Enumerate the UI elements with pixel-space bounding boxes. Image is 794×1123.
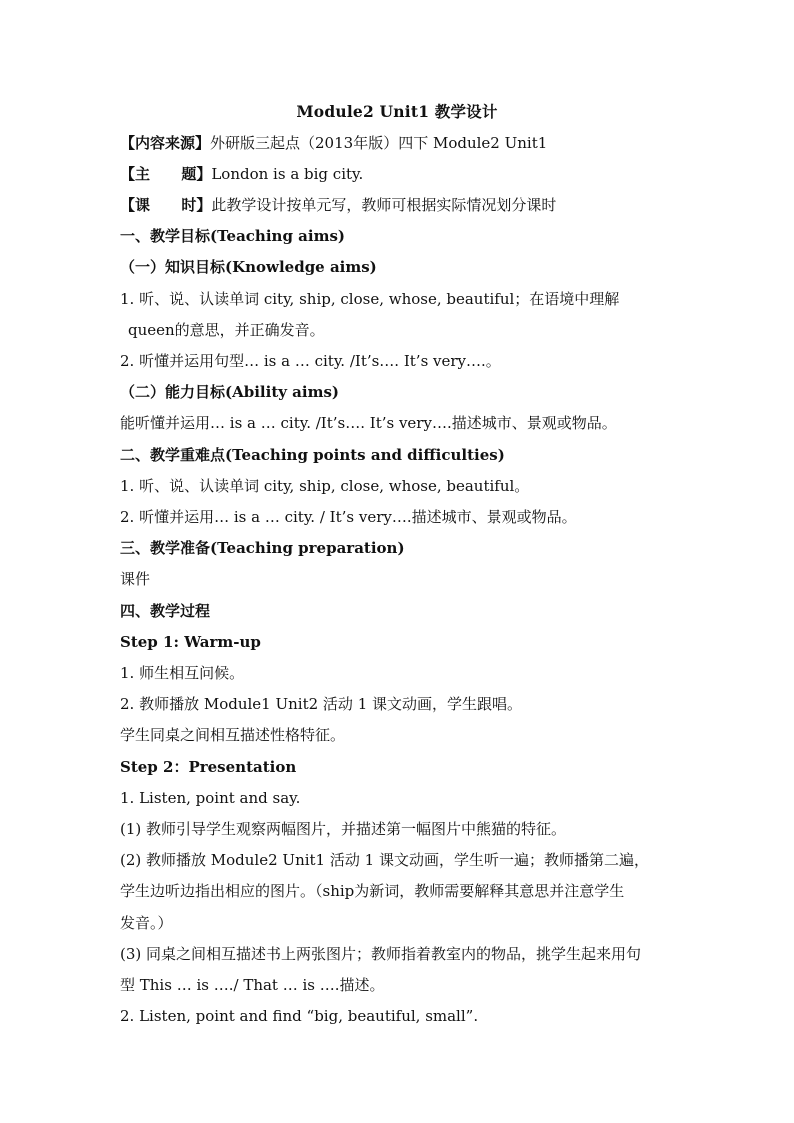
source-label: 【内容来源】	[120, 134, 211, 152]
step2-p2-line2: 学生边听边指出相应的图片。（ship为新词，教师需要解释其意思并注意学生	[120, 882, 625, 900]
step2-p3-line2: 型 This … is …./ That … is ….描述。	[120, 976, 385, 994]
step1-item1: 1. 师生相互问候。	[120, 664, 245, 682]
step2-heading: Step 2：Presentation	[120, 758, 297, 776]
section1-item1-line2: queen的意思，并正确发音。	[128, 321, 325, 339]
step1-heading: Step 1: Warm-up	[120, 633, 261, 651]
topic-label: 【主 题】	[120, 165, 212, 183]
period-label: 【课 时】	[120, 196, 212, 214]
step2-p2-line1: (2) 教师播放 Module2 Unit1 活动 1 课文动画，学生听一遍；教师播第二遍，	[120, 851, 649, 869]
step2-p2-line3: 发音。）	[120, 914, 173, 932]
section4-heading: 四、教学过程	[120, 602, 211, 620]
section2-item1: 1. 听、说、认读单词 city, ship, close, whose, beautiful。	[120, 477, 530, 495]
step2-p1: (1) 教师引导学生观察两幅图片，并描述第一幅图片中熊猫的特征。	[120, 820, 567, 838]
step2-item1: 1. Listen, point and say.	[120, 789, 301, 807]
section1-item1-line1: 1. 听、说、认读单词 city, ship, close, whose, beautiful；在语境中理解	[120, 290, 620, 308]
page-title: Module2 Unit1 教学设计	[296, 102, 498, 121]
period-value: 此教学设计按单元写，教师可根据实际情况划分课时	[211, 196, 557, 214]
meta-period	[120, 194, 690, 216]
step2-p3-line1: (3) 同桌之间相互描述书上两张图片；教师指着教室内的物品，挑学生起来用句	[120, 945, 642, 963]
topic-value: London is a big city.	[211, 165, 364, 183]
step2-item2: 2. Listen, point and find “big, beautiful, small”.	[120, 1007, 479, 1025]
section1-item2: 2. 听懂并运用句型… is a … city. /It’s…. It’s very….。	[120, 352, 501, 370]
meta-source	[120, 132, 690, 154]
source-value: 外研版三起点（2013年版）四下 Module2 Unit1	[210, 134, 548, 152]
section2-heading: 二、教学重难点(Teaching points and difficulties)	[120, 446, 505, 464]
section3-heading: 三、教学准备(Teaching preparation)	[120, 539, 405, 557]
section1-heading: 一、教学目标(Teaching aims)	[120, 227, 345, 245]
step1-text: 学生同桌之间相互描述性格特征。	[120, 726, 346, 744]
section2-item2: 2. 听懂并运用… is a … city. / It’s very….描述城市、景观或物品。	[120, 508, 577, 526]
section3-text: 课件	[120, 570, 151, 588]
step1-item2: 2. 教师播放 Module1 Unit2 活动 1 课文动画，学生跟唱。	[120, 695, 523, 713]
section1-sub1-heading: （一）知识目标(Knowledge aims)	[120, 258, 377, 276]
section1-sub2-heading: （二）能力目标(Ability aims)	[120, 383, 340, 401]
section1-ability-text: 能听懂并运用… is a … city. /It’s…. It’s very….描述城市、景观或物品。	[120, 414, 617, 432]
meta-topic	[120, 163, 690, 185]
